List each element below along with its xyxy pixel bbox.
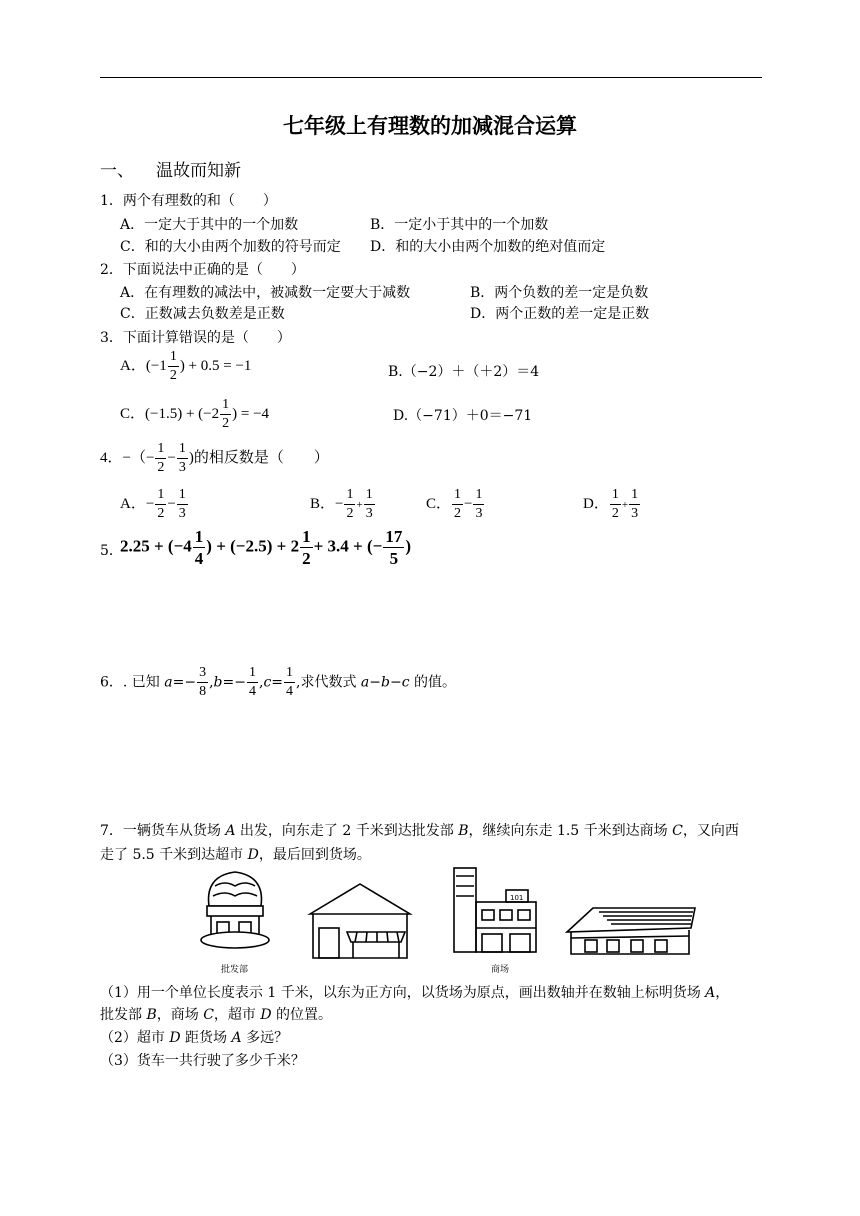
fraction: $\frac{1}{3}$: [365, 487, 373, 521]
q7-sub1-line1: （1）用一个单位长度表示 1 千米，以东为正方向，以货场为原点，画出数轴并在数轴上标明货场 A，: [100, 985, 730, 1001]
fraction: $\frac{1}{2}$: [157, 441, 165, 475]
fraction: $\frac{1}{2}$: [169, 349, 177, 383]
wholesale-building-illustration: [195, 866, 275, 956]
fraction: $\frac{1}{2}$: [302, 527, 311, 568]
q7-sub2: （2）超市 D 距货场 A 多远？: [100, 1030, 289, 1046]
q3-option-d: D.（−71）＋0＝−71: [393, 408, 533, 424]
q2-option-b: B．两个负数的差一定是负数: [470, 285, 649, 301]
fraction: $\frac{1}{4}$: [248, 665, 256, 699]
section-label: 温故而知新: [156, 161, 241, 181]
q3-stem: 3．下面计算错误的是（ ）: [100, 330, 291, 346]
q4-stem: 4．−（− $\frac{1}{2}$ − $\frac{1}{3}$ )的相反数是（ ）: [100, 441, 329, 475]
q6-stem: 6．. 已知 a=− $\frac{3}{8}$ ,b=− $\frac{1}{4}$ ,c= $\frac{1}{4}$ ,求代数式 a−b−c 的值。: [100, 665, 457, 699]
fraction: $\frac{1}{4}$: [286, 665, 294, 699]
q7-sub3: （3）货车一共行驶了多少千米？: [100, 1053, 305, 1069]
fraction: $\frac{1}{3}$: [475, 487, 483, 521]
q1-option-c: C．和的大小由两个加数的符号而定: [120, 239, 341, 255]
q1-option-a: A．一定大于其中的一个加数: [120, 217, 299, 233]
q2-option-a: A．在有理数的减法中，被减数一定要大于减数: [120, 285, 411, 301]
fraction: $\frac{1}{2}$: [346, 487, 354, 521]
section-heading: [100, 156, 241, 181]
fraction: $\frac{1}{2}$: [222, 397, 230, 431]
q4-option-c: C． $\frac{1}{2}$ − $\frac{1}{3}$: [426, 487, 483, 521]
fraction: $\frac{1}{3}$: [631, 487, 639, 521]
q4-option-d: D． $\frac{1}{2}$ + $\frac{1}{3}$: [583, 487, 639, 521]
fraction: $\frac{1}{2}$: [454, 487, 462, 521]
mall-building-illustration: [440, 862, 550, 962]
q2-stem: 2．下面说法中正确的是（ ）: [100, 262, 305, 278]
fraction: $\frac{1}{2}$: [157, 487, 165, 521]
fraction: $\frac{1}{2}$: [611, 487, 619, 521]
q1-option-b: B．一定小于其中的一个加数: [370, 217, 549, 233]
section-number: 一、: [100, 161, 134, 181]
q3-option-b: B.（−2）＋（＋2）＝4: [388, 364, 540, 380]
shop-house-illustration: [305, 880, 415, 960]
svg-text:101: 101: [510, 894, 524, 902]
fraction: $\frac{3}{8}$: [199, 665, 207, 699]
q5-expression: 2.25 + (−4 $\frac{1}{4}$ ) + (−2.5) + 2 $\frac{1}{2}$ + 3.4 + (− $\frac{17}{5}$ ): [120, 527, 411, 568]
q2-option-c: C．正数减去负数差是正数: [120, 306, 285, 322]
q7-line1: 7．一辆货车从货场 A 出发，向东走了 2 千米到达批发部 B，继续向东走 1.5 千米到达商场 C，又向西: [100, 823, 739, 839]
header-rule: [100, 77, 762, 78]
fraction: $\frac{1}{3}$: [178, 487, 186, 521]
supermarket-building-illustration: [563, 904, 698, 964]
q5-label: 5．: [100, 543, 123, 559]
q3-option-c: C．(−1.5) + (−2 $\frac{1}{2}$ ) = −4: [120, 397, 270, 431]
page-title: 七年级上有理数的加减混合运算: [283, 114, 577, 138]
fraction: $\frac{1}{4}$: [194, 527, 204, 568]
q2-option-d: D．两个正数的差一定是正数: [470, 306, 650, 322]
fraction: $\frac{17}{5}$: [385, 527, 403, 568]
q3-option-a: A．(−1 $\frac{1}{2}$ ) + 0.5 = −1: [120, 349, 252, 383]
q1-option-d: D．和的大小由两个加数的绝对值而定: [370, 239, 606, 255]
caption-mall: 商场: [491, 965, 510, 975]
q1-stem: 1．两个有理数的和（ ）: [100, 193, 277, 209]
fraction: $\frac{1}{3}$: [178, 441, 186, 475]
q4-option-a: A．− $\frac{1}{2}$ − $\frac{1}{3}$: [120, 487, 186, 521]
q7-sub1-line2: 批发部 B，商场 C，超市 D 的位置。: [100, 1007, 333, 1023]
q4-option-b: B．− $\frac{1}{2}$ + $\frac{1}{3}$: [310, 487, 373, 521]
caption-wholesale: 批发部: [221, 965, 249, 975]
q7-line2: 走了 5.5 千米到达超市 D，最后回到货场。: [100, 847, 371, 863]
